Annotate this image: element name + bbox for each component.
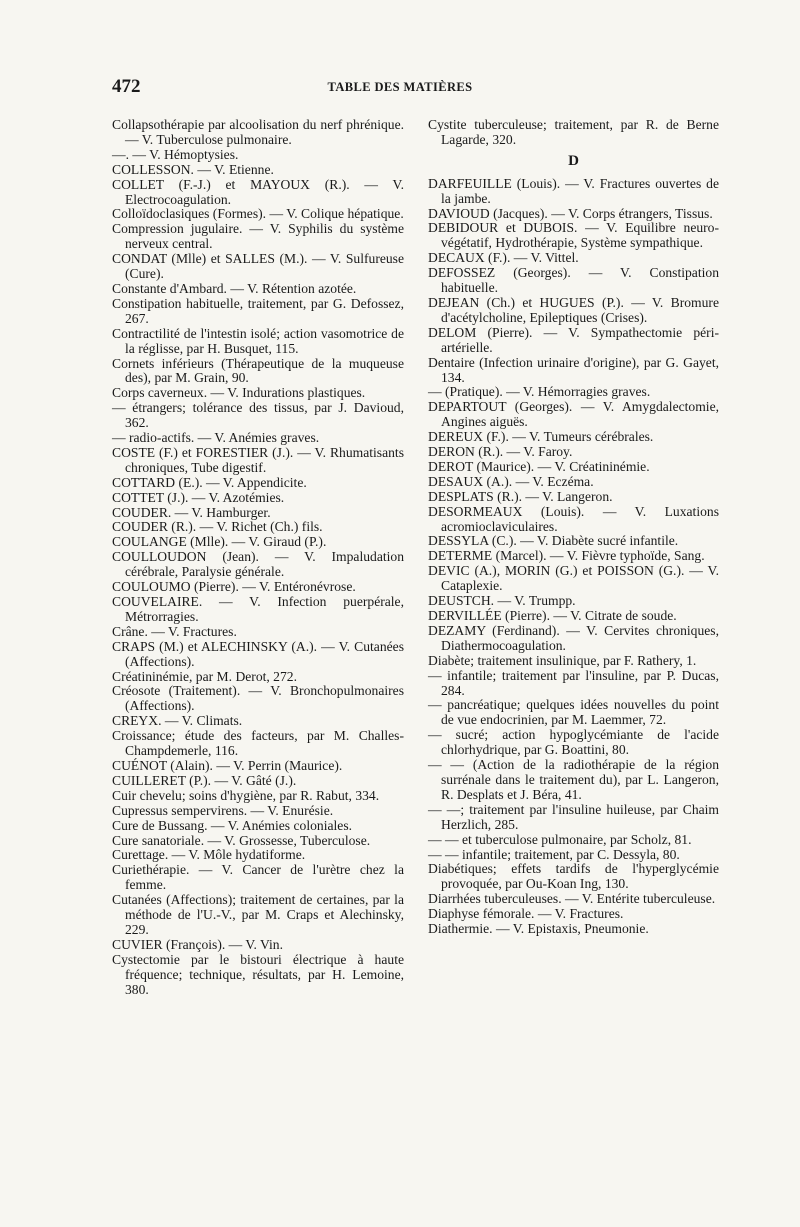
index-entry: DARFEUILLE (Louis). — V. Fractures ouvertes de la jambe. [428, 175, 719, 206]
index-entry: DEROT (Maurice). — V. Créatininémie. [428, 458, 650, 474]
index-entry: COULLOUDON (Jean). — V. Impaludation cérébrale, Paralysie générale. [112, 549, 404, 580]
index-entry: DESAUX (A.). — V. Eczéma. [428, 473, 594, 489]
index-entry: — pancréatique; quelques idées nouvelles du point de vue endocrinien, par M. Laemmer, 72. [428, 697, 719, 728]
index-entry: DERVILLÉE (Pierre). — V. Citrate de soude. [428, 608, 677, 623]
page-number: 472 [112, 76, 141, 97]
index-entry: Crâne. — V. Fractures. [112, 623, 237, 639]
index-entry: COUDER. — V. Hamburger. [112, 504, 271, 520]
index-entry: DEBIDOUR et DUBOIS. — V. Equilibre neuro-végétatif, Hydrothérapie, Système sympathique. [428, 220, 719, 251]
index-entry: DEUSTCH. — V. Trumpp. [428, 593, 576, 609]
running-title: TABLE DES MATIÈRES [327, 80, 473, 94]
section-letter: D [568, 152, 579, 169]
index-entry: Cuir chevelu; soins d'hygiène, par R. Rabut, 334. [112, 787, 380, 803]
index-entry: CREYX. — V. Climats. [112, 713, 243, 729]
index-entry: DERON (R.). — V. Faroy. [428, 444, 573, 460]
index-entry: — infantile; traitement par l'insuline, par P. Ducas, 284. [428, 667, 719, 698]
index-entry: Diabétiques; effets tardifs de l'hyperglycémie provoquée, par Ou-Koan Ing, 130. [428, 861, 719, 892]
index-entry: DECAUX (F.). — V. Vittel. [428, 250, 579, 266]
index-entry: COTTARD (E.). — V. Appendicite. [112, 474, 307, 490]
index-entry: DEJEAN (Ch.) et HUGUES (P.). — V. Bromure d'acétylcholine, Epileptiques (Crises). [428, 294, 719, 325]
index-entry: COLLET (F.-J.) et MAYOUX (R.). — V. Electrocoagulation. [112, 176, 404, 207]
index-entry: — — (Action de la radiothérapie de la région surrénale dans le traitement du), par L. Langeron, R. Desplats et J. Béra, 41. [428, 757, 719, 802]
index-entry: CRAPS (M.) et ALECHINSKY (A.). — V. Cutanées (Affections). [112, 638, 404, 669]
index-entry: COLLESSON. — V. Etienne. [112, 161, 274, 177]
index-entry: Cornets inférieurs (Thérapeutique de la muqueuse des), par M. Grain, 90. [112, 355, 404, 386]
index-entry: COULOUMO (Pierre). — V. Entéronévrose. [112, 579, 356, 595]
index-entry: DEFOSSEZ (Georges). — V. Constipation habituelle. [428, 265, 719, 296]
index-entry: Corps caverneux. — V. Indurations plastiques. [112, 385, 366, 401]
index-entry: DETERME (Marcel). — V. Fièvre typhoïde, Sang. [428, 548, 705, 564]
index-entry: Cystectomie par le bistouri électrique à haute fréquence; technique, résultats, par H. Lemoine, 380. [112, 951, 404, 997]
index-entry: Colloïdoclasiques (Formes). — V. Colique hépatique. [112, 206, 404, 222]
index-entry: — — et tuberculose pulmonaire, par Scholz, 81. [428, 831, 692, 847]
index-entry: DAVIOUD (Jacques). — V. Corps étrangers, Tissus. [428, 205, 713, 221]
right-column [428, 118, 719, 937]
index-entry: COSTE (F.) et FORESTIER (J.). — V. Rhumatisants chroniques, Tube digestif. [112, 444, 404, 475]
index-entry: —. — V. Hémoptysies. [112, 146, 239, 162]
index-entry: Cystite tuberculeuse; traitement, par R. de Berne Lagarde, 320. [428, 117, 719, 147]
index-entry: Curettage. — V. Môle hydatiforme. [112, 847, 306, 863]
index-entry: CUVIER (François). — V. Vin. [112, 936, 283, 952]
index-entry: Croissance; étude des facteurs, par M. Challes-Champdemerle, 116. [112, 728, 404, 759]
index-entry: Diabète; traitement insulinique, par F. Rathery, 1. [428, 652, 697, 668]
index-entry: DEZAMY (Ferdinand). — V. Cervites chroniques, Diathermocoagulation. [428, 622, 719, 653]
index-entry: COUDER (R.). — V. Richet (Ch.) fils. [112, 519, 323, 535]
index-entry: Curiethérapie. — V. Cancer de l'urètre chez la femme. [112, 862, 404, 893]
index-entry: DESSYLA (C.). — V. Diabète sucré infantile. [428, 533, 679, 549]
index-entry: DESORMEAUX (Louis). — V. Luxations acromioclaviculaires. [428, 503, 719, 534]
index-entry: CONDAT (Mlle) et SALLES (M.). — V. Sulfureuse (Cure). [112, 251, 404, 282]
index-entry: DELOM (Pierre). — V. Sympathectomie péri-artérielle. [428, 324, 719, 355]
index-entry: Constipation habituelle, traitement, par G. Defossez, 267. [112, 295, 404, 326]
index-entry: Cutanées (Affections); traitement de certaines, par la méthode de l'U.-V., par M. Craps et Alechinsky, 229. [112, 892, 404, 937]
index-entry: Compression jugulaire. — V. Syphilis du système nerveux central. [112, 221, 404, 252]
index-entry: Cupressus sempervirens. — V. Enurésie. [112, 802, 334, 818]
index-entry: Cure de Bussang. — V. Anémies coloniales. [112, 817, 353, 833]
index-entry: COULANGE (Mlle). — V. Giraud (P.). [112, 534, 327, 550]
index-entry: — (Pratique). — V. Hémorragies graves. [428, 384, 651, 400]
index-entry: COTTET (J.). — V. Azotémies. [112, 489, 285, 505]
left-column [112, 118, 404, 997]
index-entry: DEREUX (F.). — V. Tumeurs cérébrales. [428, 429, 654, 445]
index-entry: Créatininémie, par M. Derot, 272. [112, 668, 297, 684]
index-entry: — étrangers; tolérance des tissus, par J. Davioud, 362. [112, 400, 404, 431]
index-entry: Collapsothérapie par alcoolisation du nerf phrénique. — V. Tuberculose pulmonaire. [112, 117, 404, 147]
index-entry: — sucré; action hypoglycémiante de l'acide chlorhydrique, par G. Boattini, 80. [428, 727, 719, 758]
index-entry: Créosote (Traitement). — V. Bronchopulmonaires (Affections). [112, 683, 404, 714]
index-entry: Cure sanatoriale. — V. Grossesse, Tuberculose. [112, 832, 371, 848]
index-entry: CUILLERET (P.). — V. Gâté (J.). [112, 772, 297, 788]
index-entry: DESPLATS (R.). — V. Langeron. [428, 488, 613, 504]
index-entry: — —; traitement par l'insuline huileuse, par Chaim Herzlich, 285. [428, 801, 719, 832]
index-entry: Constante d'Ambard. — V. Rétention azotée. [112, 280, 357, 296]
index-entry: Contractilité de l'intestin isolé; action vasomotrice de la réglisse, par H. Busquet, 115. [112, 325, 404, 356]
index-entry: CUÉNOT (Alain). — V. Perrin (Maurice). [112, 757, 343, 773]
index-entry: COUVELAIRE. — V. Infection puerpérale, Métrorragies. [112, 594, 404, 624]
index-entry: Diathermie. — V. Epistaxis, Pneumonie. [428, 921, 649, 937]
index-entry: Diarrhées tuberculeuses. — V. Entérite tuberculeuse. [428, 891, 716, 907]
index-entry: — radio-actifs. — V. Anémies graves. [112, 430, 320, 446]
index-entry: Diaphyse fémorale. — V. Fractures. [428, 906, 624, 922]
index-entry: DEPARTOUT (Georges). — V. Amygdalectomie, Angines aiguës. [428, 399, 719, 430]
page-header [112, 76, 688, 100]
index-entry: DEVIC (A.), MORIN (G.) et POISSON (G.). — V. Cataplexie. [428, 563, 719, 594]
index-entry: Dentaire (Infection urinaire d'origine), par G. Gayet, 134. [428, 354, 719, 385]
index-entry: — — infantile; traitement, par C. Dessyla, 80. [428, 846, 680, 862]
